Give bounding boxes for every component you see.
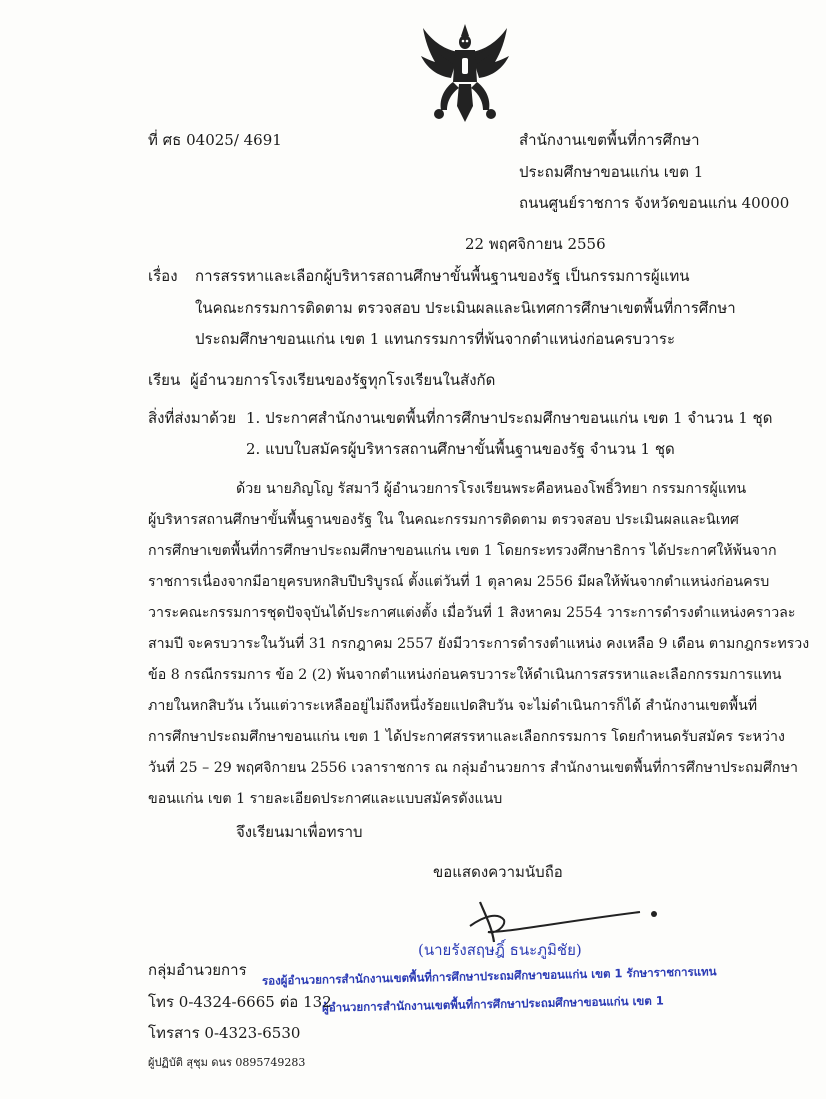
- recipient-text: ผู้อำนวยการโรงเรียนของรัฐทุกโรงเรียนในสังกัด: [190, 371, 496, 389]
- signatory-name: (นายรังสฤษฎิ์ ธนะภูมิชัย): [418, 941, 582, 959]
- signatory-position-line-2: ผู้อำนวยการสำนักงานเขตพื้นที่การศึกษาประถมศึกษาขอนแก่น เขต 1: [321, 993, 664, 1015]
- reference-number: ที่ ศธ 04025/ 4691: [148, 131, 282, 149]
- body-line-9: การศึกษาประถมศึกษาขอนแก่น เขต 1 ได้ประกาศสรรหาและเลือกกรรมการ โดยกำหนดรับสมัคร ระหว่าง: [148, 729, 785, 745]
- subject-label: เรื่อง: [148, 267, 178, 285]
- subject-line-3: ประถมศึกษาขอนแก่น เขต 1 แทนกรรมการที่พ้นจากตำแหน่งก่อนครบวาระ: [195, 330, 675, 348]
- footer-department: กลุ่มอำนวยการ: [148, 961, 247, 979]
- closing-inform: จึงเรียนมาเพื่อทราบ: [236, 823, 363, 841]
- recipient-label: เรียน: [148, 371, 181, 389]
- enclosure-label: สิ่งที่ส่งมาด้วย: [148, 409, 237, 427]
- subject-line-1: การสรรหาและเลือกผู้บริหารสถานศึกษาขั้นพื้นฐานของรัฐ เป็นกรรมการผู้แทน: [195, 267, 690, 285]
- body-line-10: วันที่ 25 – 29 พฤศจิกายน 2556 เวลาราชการ ณ กลุ่มอำนวยการ สำนักงานเขตพื้นที่การศึกษาประถมศึกษา: [148, 760, 798, 776]
- body-line-2: ผู้บริหารสถานศึกษาขั้นพื้นฐานของรัฐ ใน ในคณะกรรมการติดตาม ตรวจสอบ ประเมินผลและนิเทศ: [148, 512, 739, 528]
- body-line-8: ภายในหกสิบวัน เว้นแต่วาระเหลืออยู่ไม่ถึงหนึ่งร้อยแปดสิบวัน จะไม่ดำเนินการก็ได้ สำนักงานเขตพื้นที่: [148, 698, 758, 714]
- enclosure-item-1: 1. ประกาศสำนักงานเขตพื้นที่การศึกษาประถมศึกษาขอนแก่น เขต 1 จำนวน 1 ชุด: [246, 409, 773, 427]
- closing-regards: ขอแสดงความนับถือ: [433, 863, 563, 881]
- office-address: ถนนศูนย์ราชการ จังหวัดขอนแก่น 40000: [519, 194, 790, 212]
- footer-phone: โทร 0-4324-6665 ต่อ 132: [148, 993, 332, 1011]
- letter-date: 22 พฤศจิกายน 2556: [465, 235, 606, 253]
- body-line-3: การศึกษาเขตพื้นที่การศึกษาประถมศึกษาขอนแก่น เขต 1 โดยกระทรวงศึกษาธิการ ได้ประกาศให้พ้นจาก: [148, 543, 777, 559]
- body-line-11: ขอนแก่น เขต 1 รายละเอียดประกาศและแบบสมัครดังแนบ: [148, 791, 503, 807]
- garuda-emblem-icon: [415, 22, 515, 127]
- footer-fax: โทรสาร 0-4323-6530: [148, 1024, 301, 1042]
- signatory-position-line-1: รองผู้อำนวยการสำนักงานเขตพื้นที่การศึกษาประถมศึกษาขอนแก่น เขต 1 รักษาราชการแทน: [261, 964, 717, 988]
- body-line-1: ด้วย นายภิญโญ รัสมาวี ผู้อำนวยการโรงเรียนพระคือหนองโพธิ์วิทยา กรรมการผู้แทน: [236, 481, 747, 497]
- subject-line-2: ในคณะกรรมการติดตาม ตรวจสอบ ประเมินผลและนิเทศการศึกษาเขตพื้นที่การศึกษา: [195, 299, 736, 317]
- enclosure-item-2: 2. แบบใบสมัครผู้บริหารสถานศึกษาขั้นพื้นฐานของรัฐ จำนวน 1 ชุด: [246, 440, 675, 458]
- office-line-2: ประถมศึกษาขอนแก่น เขต 1: [519, 163, 704, 181]
- body-line-5: วาระคณะกรรมการชุดปัจจุบันได้ประกาศแต่งตั้ง เมื่อวันที่ 1 สิงหาคม 2554 วาระการดำรงตำแหน่งคราวละ: [148, 605, 796, 621]
- body-line-7: ข้อ 8 กรณีกรรมการ ข้อ 2 (2) พ้นจากตำแหน่งก่อนครบวาระให้ดำเนินการสรรหาและเลือกกรรมการแทน: [148, 667, 782, 683]
- body-line-4: ราชการเนื่องจากมีอายุครบหกสิบปีบริบูรณ์ ตั้งแต่วันที่ 1 ตุลาคม 2556 มีผลให้พ้นจากตำแหน่งก่อนครบ: [148, 574, 770, 590]
- office-line-1: สำนักงานเขตพื้นที่การศึกษา: [519, 131, 700, 149]
- body-line-6: สามปี จะครบวาระในวันที่ 31 กรกฎาคม 2557 ยังมีวาระการดำรงตำแหน่ง คงเหลือ 9 เดือน ตามกฎกระทรวง: [148, 636, 810, 652]
- footer-operator: ผู้ปฏิบัติ สุชุม ดนร 0895749283: [148, 1056, 306, 1069]
